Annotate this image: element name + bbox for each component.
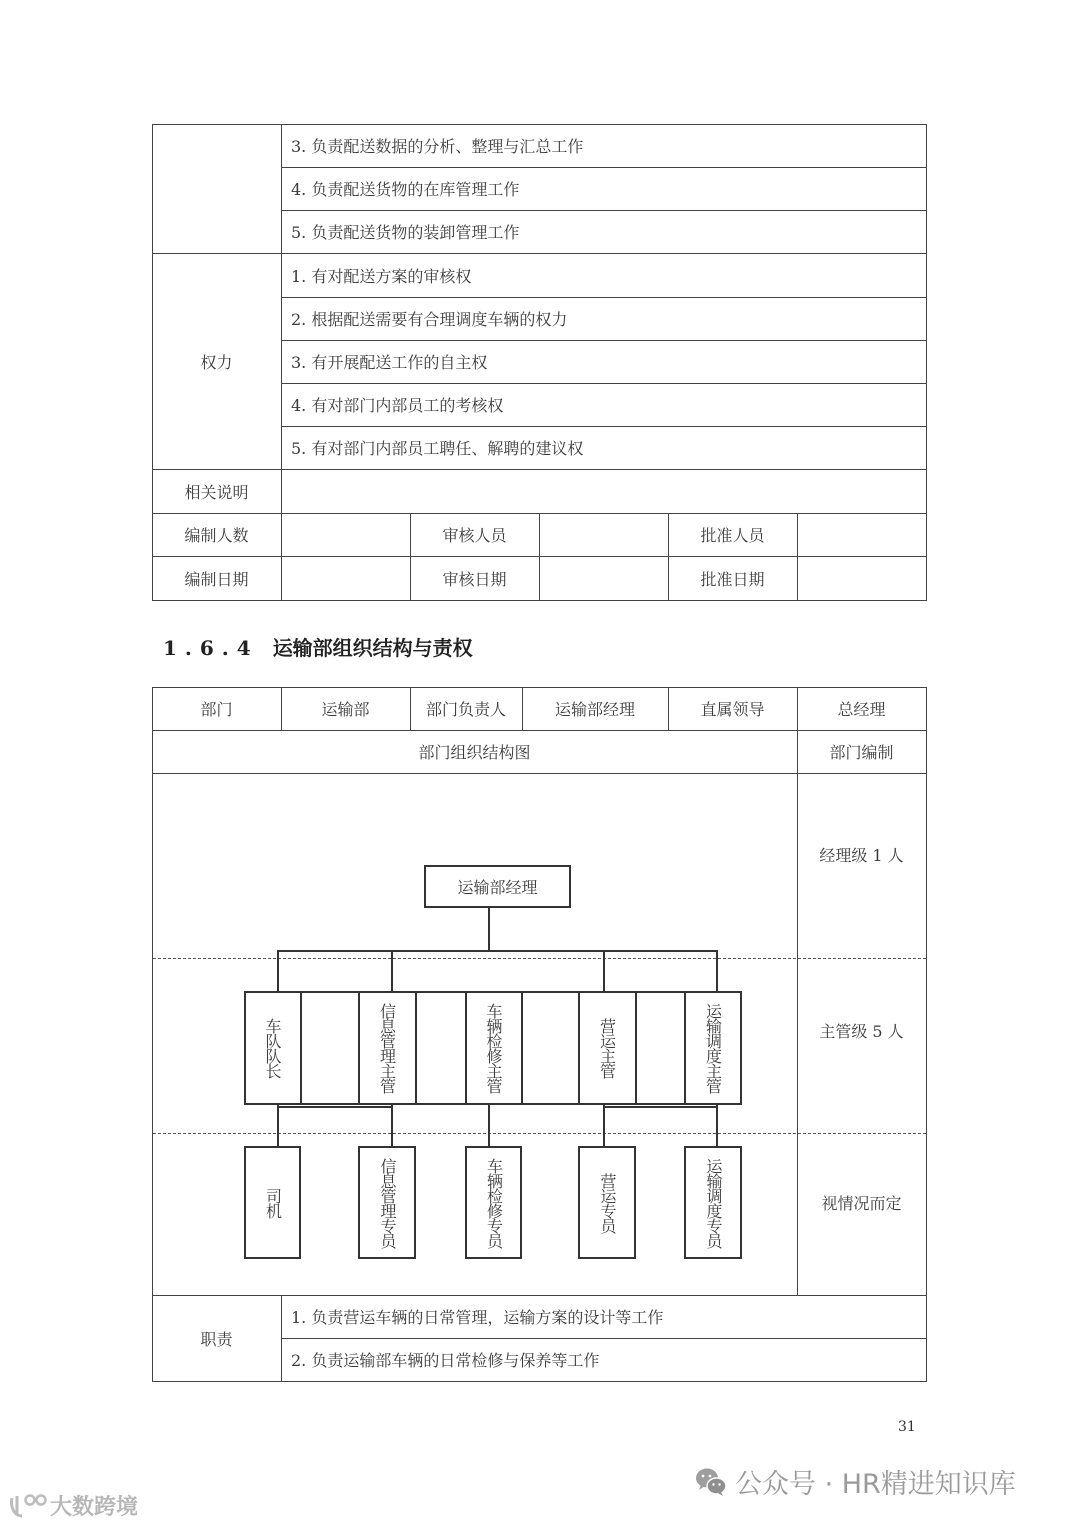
duty-item: 5. 负责配送货物的装卸管理工作 [291,223,520,242]
band-divider [635,991,637,1105]
staffing-title: 部门编制 [829,743,894,762]
approval-date-value [797,556,926,600]
brand-text: 大数跨境 [50,1495,139,1520]
org-node-dispatch-supervisor [684,993,741,1103]
power-item: 4. 有对部门内部员工的考核权 [291,396,504,415]
org-node-operations-specialist [578,1146,636,1259]
org-node-maintenance-specialist [465,1146,522,1259]
band-divider [300,991,302,1105]
org-node-operations-supervisor [578,993,635,1103]
staffing-staff-level: 视情况而定 [821,1194,902,1213]
org-node-dispatch-specialist [684,1146,742,1259]
prepared-count-label: 编制人数 [184,526,249,545]
wechat-icon [695,1467,727,1497]
duty-item: 4. 负责配送货物的在库管理工作 [291,180,520,199]
org-node-info-supervisor [358,993,415,1103]
section-title: 运输部组织结构与责权 [272,636,473,660]
watermark-wechat [695,1462,1016,1501]
reviewer-label: 审核人员 [442,526,507,545]
section-heading [163,632,473,661]
power-item: 5. 有对部门内部员工聘任、解聘的建议权 [291,439,584,458]
approval-date-label: 批准日期 [700,569,765,589]
org-node-maintenance-supervisor [465,993,521,1103]
level-separator [153,1133,926,1134]
dept-label: 部门 [200,700,233,719]
row-divider [152,773,926,774]
power-item: 1. 有对配送方案的审核权 [291,266,472,286]
org-node-manager: 运输部经理 [424,865,571,908]
approver-value [797,513,926,556]
connector-line [277,950,279,991]
staffing-manager-level: 经理级 1 人 [819,846,904,865]
connector-line [488,1104,490,1147]
approver-label: 批准人员 [700,526,765,545]
duty-item: 1. 负责营运车辆的日常管理，运输方案的设计等工作 [291,1308,664,1327]
prepared-count-value [281,513,410,556]
node-label: 营运主管 [597,1018,617,1078]
power-label: 权力 [200,352,233,372]
connector-line [277,950,717,952]
org-node-fleet-captain [244,993,300,1103]
connector-line [603,1106,717,1108]
page-number: 31 [898,1419,916,1435]
node-label: 车辆检修主管 [484,1003,503,1093]
node-label: 车辆检修专员 [484,1157,504,1248]
node-label: 运输调度主管 [703,1003,723,1093]
dept-value: 运输部 [321,700,370,719]
band-divider [415,991,417,1105]
node-label: 营运专员 [598,1172,617,1233]
connector-line [391,1104,393,1147]
power-item: 3. 有开展配送工作的自主权 [291,353,488,372]
connector-line [488,907,490,951]
power-item: 2. 根据配送需要有合理调度车辆的权力 [291,310,568,329]
org-node-info-specialist [358,1146,416,1259]
brand-logo-icon [8,1492,50,1520]
duty-label: 职责 [200,1329,233,1349]
review-date-label: 审核日期 [442,569,507,589]
prepared-date-value [281,556,410,600]
review-date-value [539,556,668,600]
node-label: 信息管理专员 [378,1157,397,1248]
connector-line [277,1104,279,1147]
dept-head-label: 部门负责人 [425,700,506,719]
node-label: 司机 [263,1187,283,1218]
connector-line [603,950,605,991]
watermark-brand [8,1490,138,1521]
connector-line [716,950,718,991]
connector-line [391,950,393,991]
connector-line [603,1104,605,1147]
notes-label: 相关说明 [184,482,249,502]
level-separator [153,958,926,959]
dept-head-value: 运输部经理 [554,700,635,719]
connector-line [716,1104,718,1147]
org-node-driver [244,1146,301,1259]
org-chart-title: 部门组织结构图 [418,743,531,762]
prepared-date-label: 编制日期 [184,569,249,589]
notes-value [281,469,926,513]
node-label: 信息管理主管 [377,1003,397,1093]
node-label: 车队队长 [263,1018,282,1078]
node-label: 运输调度专员 [704,1157,723,1248]
duty-item: 3. 负责配送数据的分析、整理与汇总工作 [291,137,584,156]
staffing-supervisor-level: 主管级 5 人 [819,1022,904,1041]
duty-item: 2. 负责运输部车辆的日常检修与保养等工作 [291,1351,600,1370]
direct-leader-label: 直属领导 [700,700,765,719]
direct-leader-value: 总经理 [837,700,886,719]
section-number: 1.6.4 [163,636,259,660]
reviewer-value [539,513,668,556]
watermark-text: 公众号 · HR精进知识库 [735,1469,1016,1500]
connector-line [277,1106,392,1108]
band-divider [521,991,523,1105]
